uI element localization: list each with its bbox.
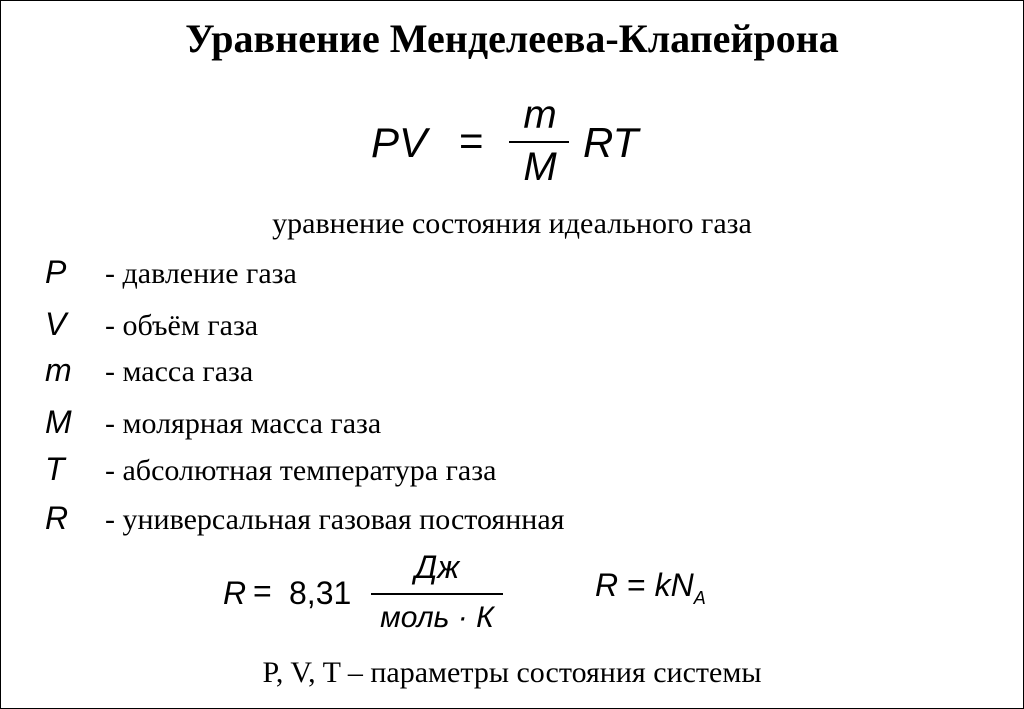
relation-k: k (654, 567, 671, 603)
gas-constant-formula (223, 549, 523, 649)
definition-item (45, 254, 745, 294)
formula-lhs: PV (371, 119, 428, 166)
definition-symbol: M (45, 404, 72, 440)
formula-equals: = (459, 117, 484, 164)
definition-symbol: R (45, 500, 69, 536)
relation-n: N (670, 567, 694, 603)
fraction-bar (509, 141, 569, 143)
gas-constant-symbol: R (223, 575, 247, 611)
footer-text: P, V, T – параметры состояния системы (262, 656, 762, 689)
formula-numerator: m (523, 93, 557, 137)
gas-constant-relation (595, 567, 706, 609)
formula-rhs: RT (583, 119, 639, 166)
page-title: Уравнение Менделеева-Клапейрона (185, 16, 839, 61)
formula-denominator: M (523, 145, 557, 189)
relation-lhs: R (595, 567, 619, 603)
definition-text: - абсолютная температура газа (105, 454, 497, 487)
definition-item (45, 306, 745, 346)
definition-item (45, 500, 745, 540)
definition-symbol: m (45, 352, 72, 388)
definition-item (45, 404, 745, 444)
unit-denominator: моль · К (380, 601, 494, 634)
unit-fraction-bar (371, 593, 503, 595)
definition-text: - универсальная газовая постоянная (105, 503, 565, 536)
definition-symbol: V (45, 306, 67, 342)
gas-constant-equals: = (253, 573, 272, 609)
relation-equals: = (627, 567, 646, 603)
definition-item (45, 352, 745, 392)
definition-text: - давление газа (105, 257, 297, 290)
definition-symbol: P (45, 254, 67, 290)
unit-numerator: Дж (414, 549, 460, 585)
main-formula (371, 93, 671, 193)
definition-text: - объём газа (105, 309, 259, 342)
subtitle: уравнение состояния идеального газа (272, 207, 752, 240)
gas-constant-value: 8,31 (289, 575, 352, 611)
definition-item (45, 451, 745, 491)
definition-text: - масса газа (105, 355, 254, 388)
definition-symbol: T (45, 451, 65, 487)
relation-subscript: A (693, 588, 706, 608)
definition-text: - молярная масса газа (105, 407, 382, 440)
